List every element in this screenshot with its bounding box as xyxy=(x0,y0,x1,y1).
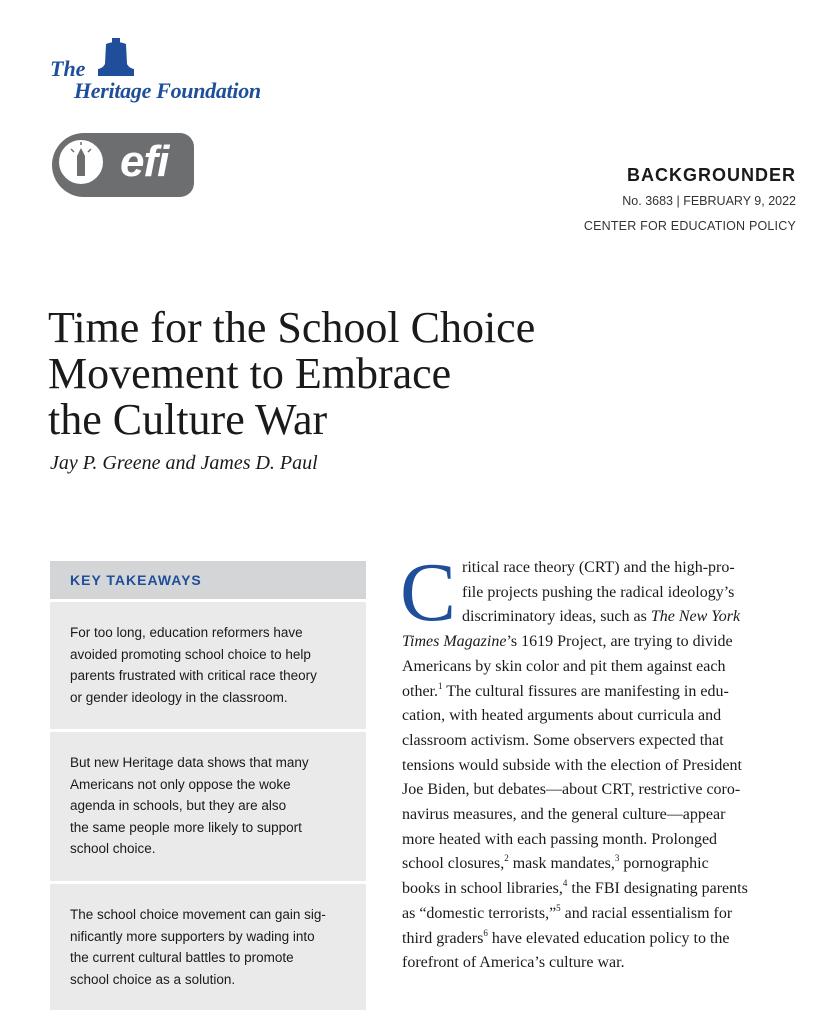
body-line xyxy=(402,803,798,828)
body-text-span: file projects pushing the radical ideology’s xyxy=(462,583,735,601)
body-text-span: school closures, xyxy=(402,855,505,873)
authors: Jay P. Greene and James D. Paul xyxy=(50,452,318,474)
body-line xyxy=(402,556,798,581)
body-text-span: discriminatory ideas, such as xyxy=(462,608,651,626)
footnote-ref[interactable]: 1 xyxy=(438,680,443,691)
italic-title: The New York xyxy=(650,608,741,626)
body-text-span: ritical race theory (CRT) and the high-pro- xyxy=(462,559,735,576)
body-text-span: mask mandates, xyxy=(508,855,615,873)
takeaway-line: the current cultural battles to promote xyxy=(70,950,294,965)
takeaway-line: The school choice movement can gain sig- xyxy=(70,907,326,922)
body-text-span: more heated with each passing month. Prolonged xyxy=(402,830,718,848)
title-line: Time for the School Choice xyxy=(48,303,536,352)
takeaway-item xyxy=(50,881,366,1010)
takeaway-line: school choice. xyxy=(70,841,156,856)
body-line xyxy=(402,581,798,606)
efi-text: efi xyxy=(120,137,169,186)
pencil-icon xyxy=(59,140,103,184)
body-text-span: tensions would subside with the election of President xyxy=(402,756,742,774)
body-line xyxy=(402,754,798,779)
body-text-span: books in school libraries, xyxy=(402,880,563,898)
body-text-span: and racial essentialism for xyxy=(560,904,733,922)
body-line xyxy=(402,655,798,680)
body-text-span: third graders xyxy=(402,929,484,947)
footnote-ref[interactable]: 6 xyxy=(483,927,488,938)
body-text-span: classroom activism. Some observers expected that xyxy=(402,731,724,749)
body-line xyxy=(402,951,798,976)
efi-badge xyxy=(52,133,194,197)
body-line xyxy=(402,877,798,902)
key-takeaways-panel xyxy=(50,561,366,1010)
body-text-span: cation, with heated arguments about curricula and xyxy=(402,707,722,725)
footnote-ref[interactable]: 5 xyxy=(556,902,561,913)
body-line xyxy=(402,927,798,952)
takeaway-line: nificantly more supporters by wading into xyxy=(70,928,315,944)
takeaway-line: school choice as a solution. xyxy=(70,971,236,987)
liberty-bell-icon xyxy=(96,38,136,76)
body-line xyxy=(402,704,798,729)
body-line xyxy=(402,680,798,705)
takeaway-item xyxy=(50,729,366,881)
takeaway-line: For too long, education reformers have xyxy=(70,625,303,640)
title-line: the Culture War xyxy=(48,395,328,444)
body-line xyxy=(402,630,798,655)
takeaway-line: parents frustrated with critical race theory xyxy=(70,668,317,683)
drop-cap: C xyxy=(400,546,457,639)
body-line xyxy=(402,605,798,630)
italic-title: Times Magazine xyxy=(402,633,507,651)
footnote-ref[interactable]: 2 xyxy=(504,853,509,864)
body-line xyxy=(402,778,798,803)
body-text-span: as “domestic terrorists,” xyxy=(402,904,557,922)
takeaway-line: agenda in schools, but they are also xyxy=(70,798,287,813)
takeaway-line: avoided promoting school choice to help xyxy=(70,646,311,662)
body-line xyxy=(402,828,798,853)
takeaway-item xyxy=(50,599,366,729)
body-text-span: The cultural fissures are manifesting in edu- xyxy=(442,682,729,700)
logo-text-the: The xyxy=(50,56,86,81)
body-text-span: ’s 1619 Project, are trying to divide xyxy=(506,633,733,651)
takeaway-line: But new Heritage data shows that many xyxy=(70,755,309,770)
footnote-ref[interactable]: 3 xyxy=(614,853,620,864)
report-number-date: No. 3683 | FEBRUARY 9, 2022 xyxy=(622,194,796,208)
takeaway-line: Americans not only oppose the woke xyxy=(70,776,291,792)
pencil-circle xyxy=(56,137,106,187)
body-text-span: the FBI designating parents xyxy=(567,880,748,898)
report-title xyxy=(48,305,648,443)
heritage-foundation-logo xyxy=(50,38,280,104)
footnote-ref[interactable]: 4 xyxy=(562,878,568,889)
body-text-span: Joe Biden, but debates—about CRT, restrictive coro- xyxy=(402,781,741,799)
body-text-span: have elevated education policy to the xyxy=(487,929,730,947)
body-text-span: other. xyxy=(402,682,438,700)
center-name: CENTER FOR EDUCATION POLICY xyxy=(583,219,796,233)
takeaway-line: or gender ideology in the classroom. xyxy=(70,689,288,705)
key-takeaways-heading: KEY TAKEAWAYS xyxy=(50,561,366,599)
series-label: BACKGROUNDER xyxy=(627,165,796,185)
body-text-span: navirus measures, and the general culture—appear xyxy=(402,806,726,824)
body-text-span: forefront of America’s culture war. xyxy=(402,954,625,972)
body-line xyxy=(402,729,798,754)
body-text xyxy=(400,546,798,976)
body-line xyxy=(402,902,798,927)
body-text-span: Americans by skin color and pit them against each xyxy=(402,657,726,675)
takeaway-line: the same people more likely to support xyxy=(70,819,302,835)
body-line xyxy=(402,852,798,877)
logo-text-heritage: Heritage Foundation xyxy=(74,78,261,103)
title-line: Movement to Embrace xyxy=(48,349,452,398)
body-text-span: pornographic xyxy=(619,855,709,873)
